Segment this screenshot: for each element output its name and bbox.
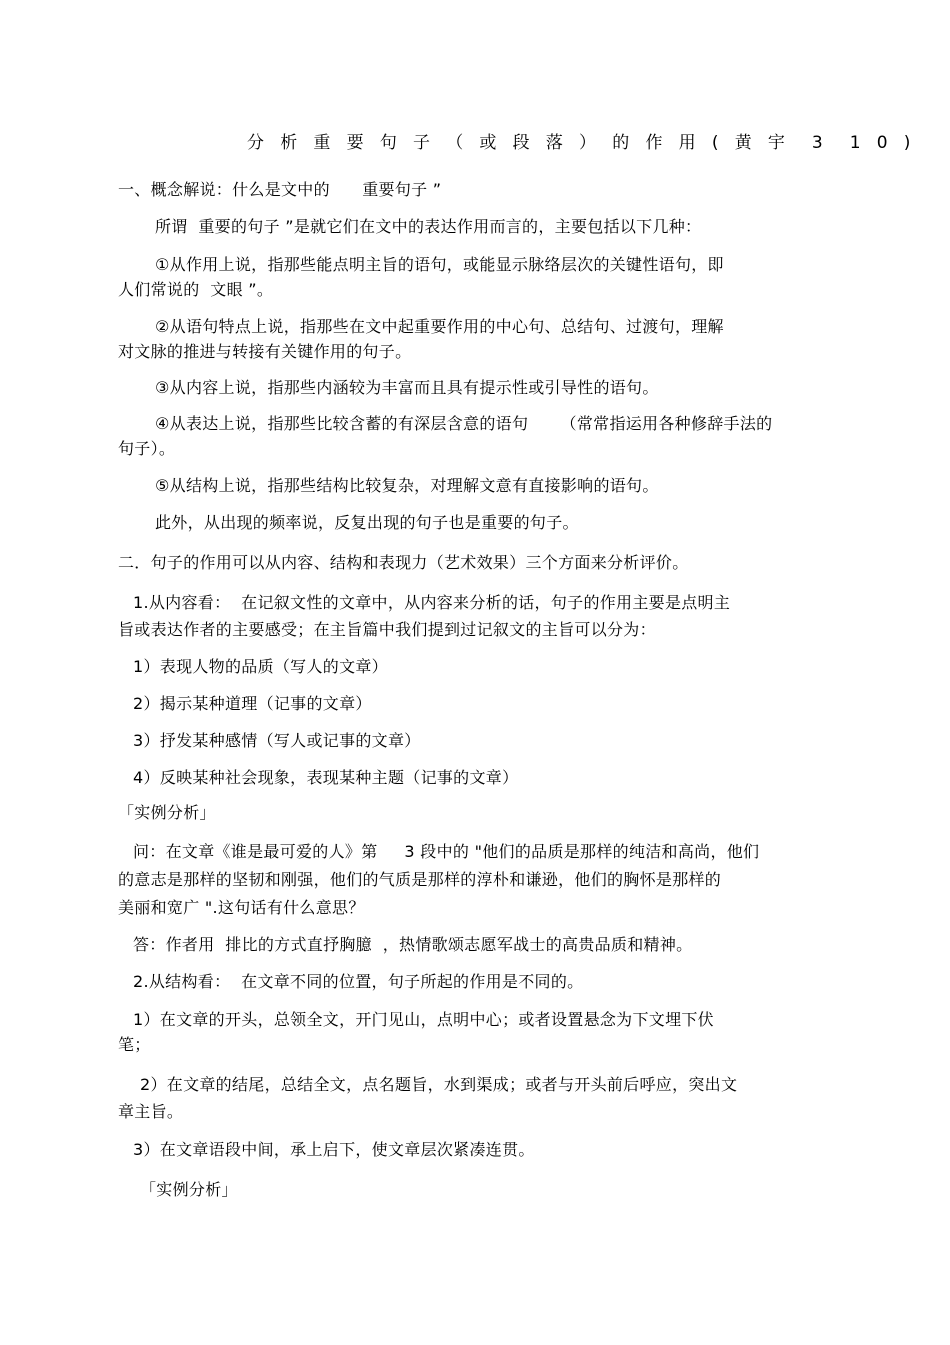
question-line-3: 美丽和宽广 ".这句话有什么意思？ <box>118 898 365 917</box>
paragraph-frequency: 此外，从出现的频率说，反复出现的句子也是重要的句子。 <box>155 513 579 532</box>
theme-item-4: 4）反映某种社会现象，表现某种主题（记事的文章） <box>133 768 519 787</box>
document-title: 分 析 重 要 句 子 （ 或 段 落 ） 的 作 用 ( 黄 宇 3 1 0 ) <box>247 133 916 153</box>
paragraph-definition: 所谓 重要的句子 ”是就它们在文中的表达作用而言的，主要包括以下几种： <box>155 217 702 236</box>
theme-item-3: 3）抒发某种感情（写人或记事的文章） <box>133 731 421 750</box>
list-item-5: ⑤从结构上说，指那些结构比较复杂，对理解文意有直接影响的语句。 <box>155 476 659 495</box>
structure-item-2-line-2: 章主旨。 <box>118 1102 184 1121</box>
list-item-3: ③从内容上说，指那些内涵较为丰富而且具有提示性或引导性的语句。 <box>155 378 659 397</box>
list-item-1-line-2: 人们常说的 文眼 ”。 <box>118 280 274 299</box>
list-item-4-line-1: ④从表达上说，指那些比较含蓄的有深层含意的语句 （常常指运用各种修辞手法的 <box>155 414 773 433</box>
list-item-4-line-2: 句子）。 <box>118 439 176 458</box>
answer-line: 答：作者用 排比的方式直抒胸臆 ，热情歌颂志愿军战士的高贵品质和精神。 <box>133 935 693 954</box>
list-item-2-line-1: ②从语句特点上说，指那些在文中起重要作用的中心句、总结句、过渡句，理解 <box>155 317 724 336</box>
question-line-1: 问：在文章《谁是最可爱的人》第 3 段中的 "他们的品质是那样的纯洁和高尚，他们 <box>133 842 760 861</box>
question-line-2: 的意志是那样的坚韧和刚强，他们的气质是那样的淳朴和谦逊，他们的胸怀是那样的 <box>118 870 722 889</box>
example-heading-1: 「实例分析」 <box>118 803 216 822</box>
section-heading-functions: 二．句子的作用可以从内容、结构和表现力（艺术效果）三个方面来分析评价。 <box>118 553 689 572</box>
example-heading-2: 「实例分析」 <box>140 1180 238 1199</box>
structure-item-1-line-2: 笔； <box>118 1035 151 1054</box>
structure-item-2-line-1: 2）在文章的结尾，总结全文，点名题旨，水到渠成；或者与开头前后呼应，突出文 <box>140 1075 738 1094</box>
structure-item-3: 3）在文章语段中间，承上启下，使文章层次紧凑连贯。 <box>133 1140 535 1159</box>
structure-item-1-line-1: 1）在文章的开头，总领全文，开门见山，点明中心；或者设置悬念为下文埋下伏 <box>133 1010 714 1029</box>
theme-item-1: 1）表现人物的品质（写人的文章） <box>133 657 388 676</box>
theme-item-2: 2）揭示某种道理（记事的文章） <box>133 694 372 713</box>
section-heading-concept: 一、概念解说：什么是文中的 重要句子 ” <box>118 180 442 199</box>
list-item-1-line-1: ①从作用上说，指那些能点明主旨的语句，或能显示脉络层次的关键性语句，即 <box>155 255 724 274</box>
paragraph-content-line-1: 1.从内容看： 在记叙文性的文章中，从内容来分析的话，句子的作用主要是点明主 <box>133 593 731 612</box>
paragraph-content-line-2: 旨或表达作者的主要感受；在主旨篇中我们提到过记叙文的主旨可以分为： <box>118 620 656 639</box>
paragraph-structure: 2.从结构看： 在文章不同的位置，句子所起的作用是不同的。 <box>133 972 584 991</box>
list-item-2-line-2: 对文脉的推进与转接有关键作用的句子。 <box>118 342 412 361</box>
